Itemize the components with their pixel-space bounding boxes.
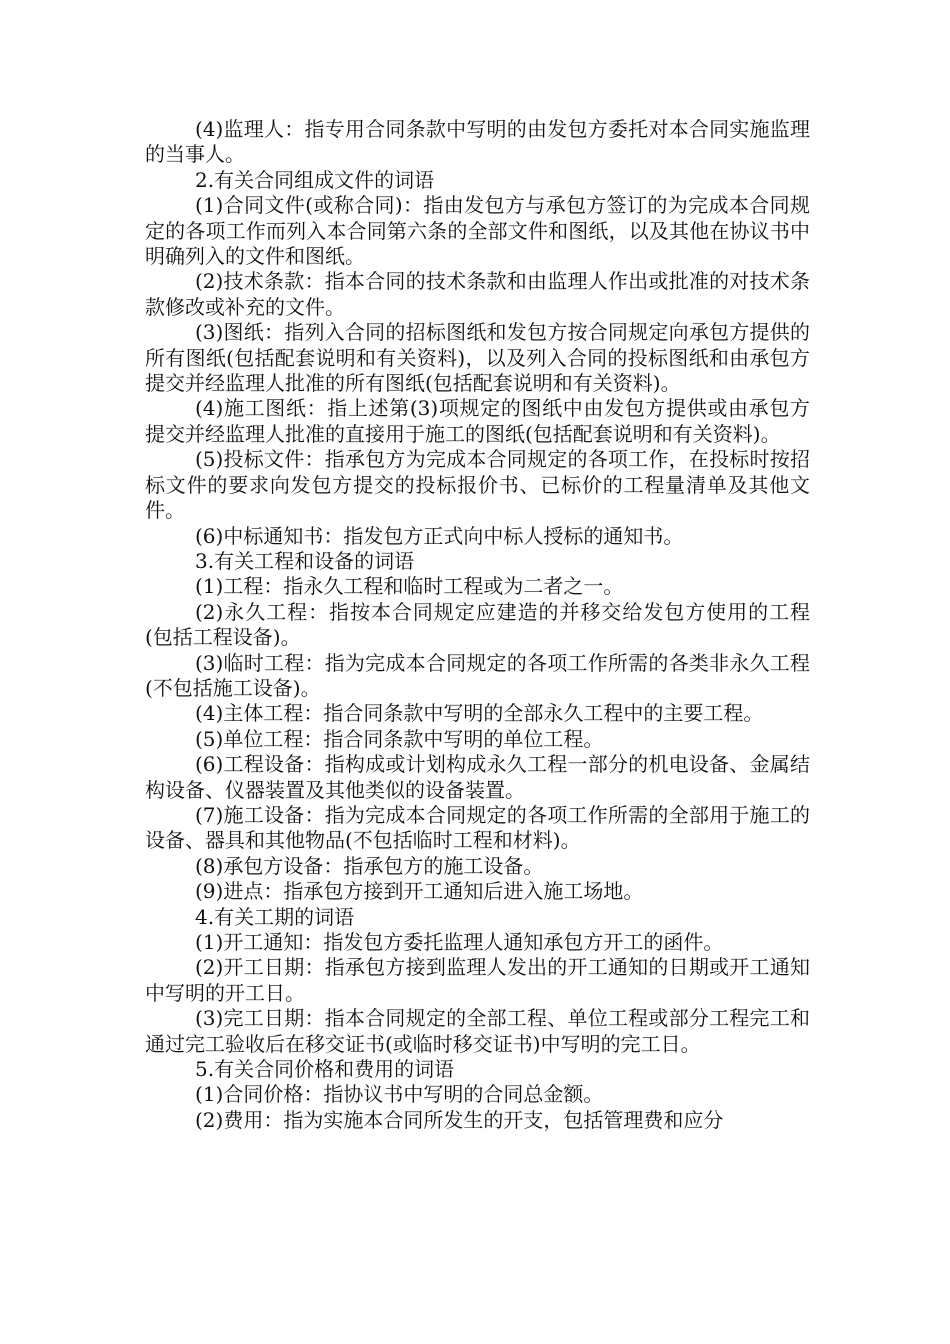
paragraph-drawings: (3)图纸：指列入合同的招标图纸和发包方按合同规定向承包方提供的所有图纸(包括配套说明和有关资料)，以及列入合同的投标图纸和由承包方提交并经监理人批准的所有图纸(包括配套说明和有关资料)。 [145,320,810,396]
paragraph-technical-terms: (2)技术条款：指本合同的技术条款和由监理人作出或批准的对技术条款修改或补充的文件。 [145,269,810,319]
paragraph-contract-documents: (1)合同文件(或称合同)：指由发包方与承包方签订的为完成本合同规定的各项工作而列入本合同第六条的全部文件和图纸，以及其他在协议书中明确列入的文件和图纸。 [145,193,810,269]
paragraph-award-notice: (6)中标通知书：指发包方正式向中标人授标的通知书。 [195,523,684,548]
document-page [145,117,810,1133]
paragraph-construction-drawings: (4)施工图纸：指上述第(3)项规定的图纸中由发包方提供或由承包方提交并经监理人批准的直接用于施工的图纸(包括配套说明和有关资料)。 [145,396,810,446]
paragraph-commencement-notice: (1)开工通知：指发包方委托监理人通知承包方开工的函件。 [195,930,724,954]
section-heading-contract-documents: 2.有关合同组成文件的词语 [195,167,435,192]
paragraph-main-works: (4)主体工程：指合同条款中写明的全部永久工程中的主要工程。 [195,701,764,726]
paragraph-commencement-date: (2)开工日期：指承包方接到监理人发出的开工通知的日期或开工通知中写明的开工日。 [145,955,810,1005]
paragraph-contractor-equipment: (8)承包方设备：指承包方的施工设备。 [195,853,544,878]
paragraph-construction-equipment: (7)施工设备：指为完成本合同规定的各项工作所需的全部用于施工的设备、器具和其他物品(不包括临时工程和材料)。 [145,802,810,853]
paragraph-completion-date: (3)完工日期：指本合同规定的全部工程、单位工程或部分工程完工和通过完工验收后在移交证书(或临时移交证书)中写明的完工日。 [145,1006,810,1056]
paragraph-works: (1)工程：指永久工程和临时工程或为二者之一。 [195,574,624,599]
paragraph-bid-documents: (5)投标文件：指承包方为完成本合同规定的各项工作，在投标时按招标文件的要求向发包方提交的投标报价书、已标价的工程量清单及其他文件。 [145,447,810,523]
paragraph-engineering-equipment: (6)工程设备：指构成或计划构成永久工程一部分的机电设备、金属结构设备、仪器装置及其他类似的设备装置。 [145,752,810,802]
paragraph-contract-price: (1)合同价格：指协议书中写明的合同总金额。 [195,1082,604,1107]
paragraph-costs: (2)费用：指为实施本合同所发生的开支，包括管理费和应分 [195,1107,724,1132]
paragraph-unit-works: (5)单位工程：指合同条款中写明的单位工程。 [195,726,604,751]
paragraph-supervisor: (4)监理人：指专用合同条款中写明的由发包方委托对本合同实施监理的当事人。 [145,117,810,167]
section-heading-price-costs: 5.有关合同价格和费用的词语 [195,1057,455,1082]
paragraph-temporary-works: (3)临时工程：指为完成本合同规定的各项工作所需的各类非永久工程(不包括施工设备)。 [145,650,810,700]
paragraph-site-entry: (9)进点：指承包方接到开工通知后进入施工场地。 [195,879,644,904]
paragraph-permanent-works: (2)永久工程：指按本合同规定应建造的并移交给发包方使用的工程(包括工程设备)。 [145,599,810,650]
section-heading-schedule: 4.有关工期的词语 [195,904,355,929]
section-heading-works-equipment: 3.有关工程和设备的词语 [195,548,415,573]
